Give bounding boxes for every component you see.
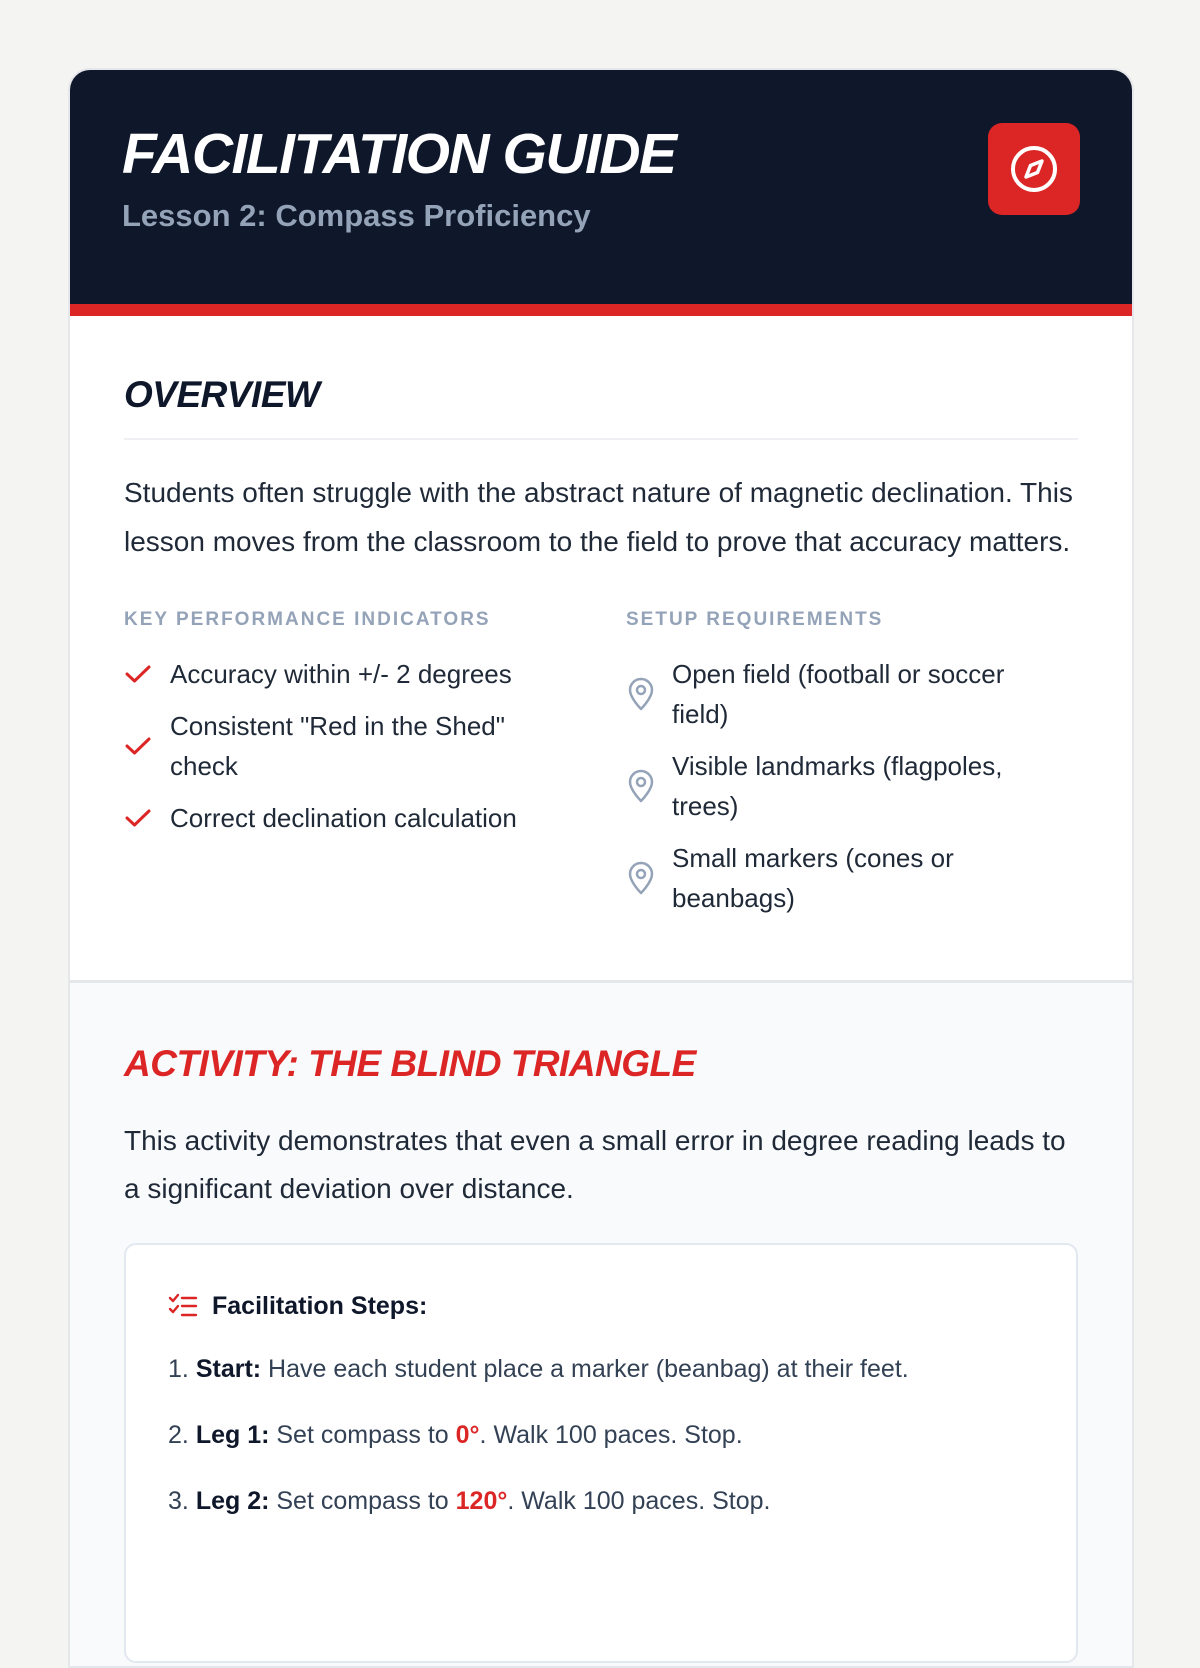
setup-heading: SETUP REQUIREMENTS [626, 609, 884, 630]
compass-icon [988, 123, 1080, 215]
step-degree: 0° [455, 1421, 480, 1449]
step-label: Start: [195, 1355, 262, 1383]
setup-column [626, 608, 1076, 930]
steps-list [168, 1351, 1034, 1519]
activity-text: This activity demonstrates that even a small error in degree reading leads to a significant deviation over distance. [124, 1125, 1066, 1204]
kpi-item-label: Accuracy within +/- 2 degrees [170, 659, 512, 689]
page-title: FACILITATION GUIDE [122, 122, 676, 186]
kpi-column [124, 608, 626, 930]
step-text: Set compass to [269, 1487, 456, 1515]
activity-section [70, 983, 1132, 1668]
map-pin-icon [626, 861, 672, 895]
list-item [124, 654, 626, 694]
setup-item-label: Open field (football or soccer field) [672, 659, 1005, 729]
list-item [626, 654, 1076, 734]
steps-box [124, 1243, 1078, 1663]
map-pin-icon [626, 677, 672, 711]
check-icon [124, 807, 170, 829]
setup-list [626, 654, 1076, 918]
step-number: 2. [168, 1421, 189, 1449]
activity-title: ACTIVITY: THE BLIND TRIANGLE [124, 1043, 696, 1084]
list-item [168, 1351, 1034, 1387]
header [70, 70, 1132, 316]
overview-columns [124, 608, 1078, 930]
page-subtitle: Lesson 2: Compass Proficiency [122, 198, 591, 233]
guide-card [68, 68, 1134, 1668]
check-icon [124, 663, 170, 685]
checklist-icon [168, 1292, 212, 1320]
overview-title: OVERVIEW [124, 372, 1078, 440]
step-label: Leg 2: [195, 1487, 270, 1515]
steps-heading-label: Facilitation Steps: [212, 1292, 428, 1320]
setup-item-label: Visible landmarks (flagpoles, trees) [672, 751, 1003, 821]
list-item [124, 798, 626, 838]
kpi-item-label: Correct declination calculation [170, 803, 517, 833]
step-number: 3. [168, 1487, 189, 1515]
step-text: . Walk 100 paces. Stop. [479, 1421, 743, 1449]
step-text: . Walk 100 paces. Stop. [507, 1487, 771, 1515]
list-item [124, 706, 626, 786]
kpi-list [124, 654, 626, 838]
kpi-item-label: Consistent "Red in the Shed" check [170, 711, 505, 781]
check-icon [124, 735, 170, 757]
overview-text: Students often struggle with the abstract nature of magnetic declination. This lesson moves from the classroom to the field to prove that accuracy matters. [124, 477, 1073, 557]
step-label: Leg 1: [195, 1421, 270, 1449]
step-number: 1. [168, 1355, 189, 1383]
steps-heading [168, 1289, 1034, 1323]
setup-item-label: Small markers (cones or beanbags) [672, 843, 954, 913]
list-item [168, 1417, 1034, 1453]
step-text: Set compass to [269, 1421, 456, 1449]
list-item [626, 838, 1076, 918]
step-degree: 120° [455, 1487, 508, 1515]
kpi-heading: KEY PERFORMANCE INDICATORS [124, 609, 491, 630]
overview-section [70, 316, 1132, 983]
step-text: Have each student place a marker (beanbag) at their feet. [261, 1355, 909, 1383]
list-item [626, 746, 1076, 826]
list-item [168, 1483, 1034, 1519]
map-pin-icon [626, 769, 672, 803]
